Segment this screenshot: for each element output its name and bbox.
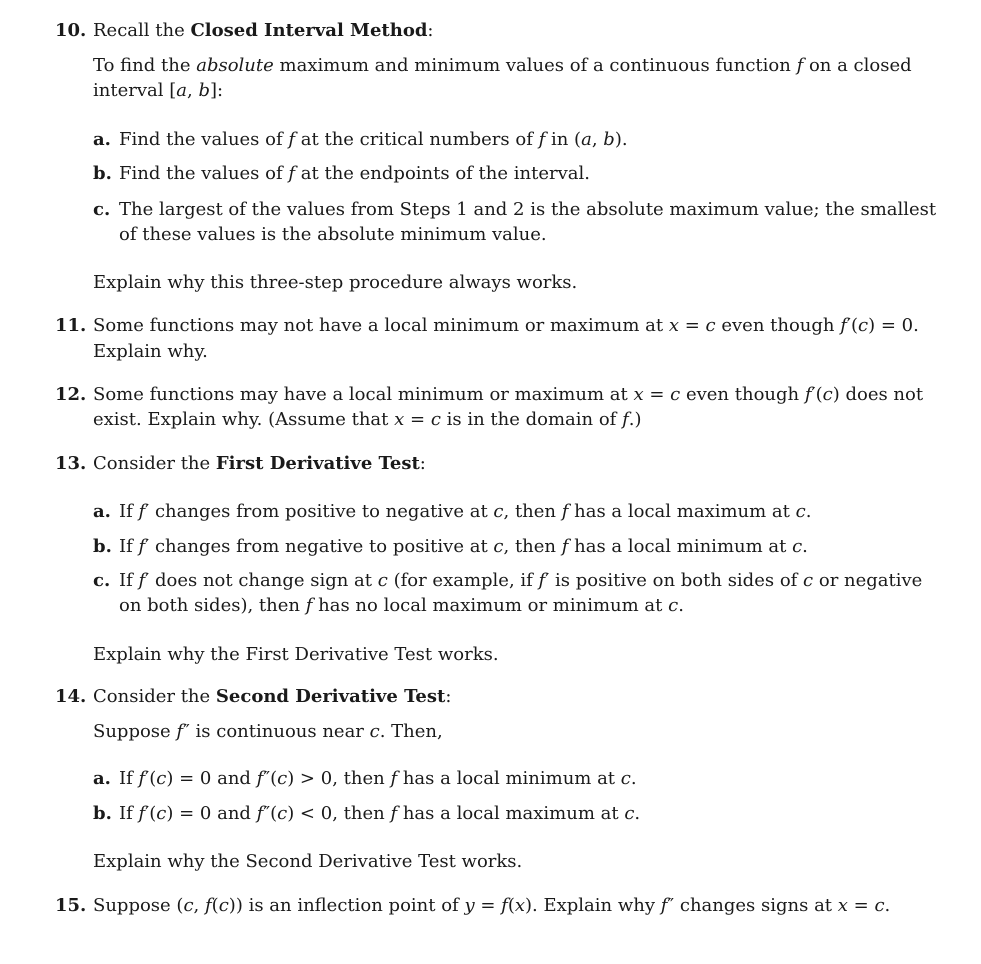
problem-12-line-2 xyxy=(93,408,642,432)
problem-13-step-c-text-line-2 xyxy=(119,594,684,618)
math-symbol: c xyxy=(620,768,631,789)
problem-10-step-c-label: c. xyxy=(93,199,111,220)
text-run: ( xyxy=(211,895,219,916)
math-symbol: y xyxy=(464,895,475,916)
problem-10-step-a-label: a. xyxy=(93,129,111,150)
text-run: Suppose ( xyxy=(93,895,184,916)
math-symbol: x xyxy=(633,384,644,405)
math-symbol: f xyxy=(538,129,546,150)
math-symbol: f xyxy=(390,803,398,824)
text-run: ′( xyxy=(846,315,859,336)
text-run: = xyxy=(847,895,875,916)
text-run: ″( xyxy=(263,803,278,824)
text-run: ′ changes from positive to negative at xyxy=(145,501,494,522)
text-run: . xyxy=(634,803,641,824)
text-run: .) xyxy=(628,409,642,430)
text-run: . xyxy=(678,595,684,616)
text-run: = xyxy=(404,409,431,430)
text-run: Some functions may not have a local minimum or maximum at xyxy=(93,315,669,336)
text-run: is in the domain of xyxy=(440,409,623,430)
text-run: Explain why. xyxy=(93,341,208,362)
text-run: exist. Explain why. (Assume that xyxy=(93,409,395,430)
problem-13-step-a-text xyxy=(119,500,811,524)
math-symbol: f xyxy=(288,129,296,150)
text-run: has a local minimum at xyxy=(397,768,621,789)
text-run: ]: xyxy=(209,80,224,101)
problem-10-step-b-label: b. xyxy=(93,163,112,184)
math-symbol: c xyxy=(792,536,803,557)
math-symbol: f xyxy=(804,384,812,405)
problem-11-line-2 xyxy=(93,340,208,364)
text-run: even though xyxy=(715,315,841,336)
text-run: has a local minimum at xyxy=(568,536,793,557)
text-run: . xyxy=(805,501,812,522)
problem-13-number: 13. xyxy=(55,453,87,474)
math-symbol: x xyxy=(668,315,679,336)
problem-13-closing: Explain why the First Derivative Test works. xyxy=(93,644,499,665)
text-run: ) = 0. xyxy=(868,315,919,336)
math-symbol: f xyxy=(288,163,296,184)
problem-10-heading xyxy=(93,19,434,43)
text-run: ) = 0 and xyxy=(166,768,257,789)
problem-13-step-c-label: c. xyxy=(93,570,111,591)
problem-13-step-b-label: b. xyxy=(93,536,112,557)
problem-13-bold-term: First Derivative Test xyxy=(215,453,420,474)
math-symbol: f xyxy=(501,895,508,916)
problem-10-tail: : xyxy=(427,20,434,41)
problem-10-intro-line-2 xyxy=(93,79,223,103)
problem-14-step-a-text xyxy=(119,767,637,791)
math-symbol: c xyxy=(277,803,288,824)
math-symbol: f xyxy=(660,895,668,916)
math-symbol: c xyxy=(493,536,504,557)
math-symbol: c xyxy=(668,595,679,616)
math-symbol: c xyxy=(156,768,167,789)
text-run: Suppose xyxy=(93,721,177,742)
problem-14-closing: Explain why the Second Derivative Test works. xyxy=(93,851,523,872)
text-run: = xyxy=(679,315,706,336)
text-run: To find the xyxy=(93,55,197,76)
problem-13-heading xyxy=(93,452,426,476)
problem-14-tail: : xyxy=(445,686,452,707)
math-symbol: c xyxy=(183,895,194,916)
problem-10-lead: Recall the xyxy=(93,20,191,41)
problem-14-intro xyxy=(93,720,443,744)
text-run: ′ does not change sign at xyxy=(145,570,378,591)
math-symbol: a xyxy=(176,80,187,101)
math-symbol: x xyxy=(514,895,526,916)
text-run: Find the values of xyxy=(119,129,289,150)
problem-13-tail: : xyxy=(419,453,426,474)
text-run: ) = 0 and xyxy=(166,803,257,824)
math-symbol: c xyxy=(493,501,504,522)
math-symbol: f xyxy=(561,536,569,557)
text-run: = xyxy=(643,384,671,405)
text-run: ). Explain why xyxy=(525,895,661,916)
text-run: on a closed xyxy=(803,55,912,76)
text-run: If xyxy=(119,768,139,789)
problem-10-intro-line-1 xyxy=(93,54,912,78)
text-run: interval [ xyxy=(93,80,177,101)
text-run: = xyxy=(474,895,502,916)
math-symbol: a xyxy=(581,129,592,150)
math-symbol: x xyxy=(394,409,405,430)
problem-10-step-c-text-line-1 xyxy=(119,198,936,222)
problem-14-bold-term: Second Derivative Test xyxy=(215,686,446,707)
math-symbol: f xyxy=(205,895,212,916)
text-run: on both sides), then xyxy=(119,595,306,616)
math-symbol: f xyxy=(138,803,146,824)
math-symbol: b xyxy=(198,80,210,101)
math-symbol: f xyxy=(390,768,398,789)
text-run: . xyxy=(884,895,891,916)
problem-13-step-b-text xyxy=(119,535,808,559)
text-run: ″( xyxy=(263,768,278,789)
problem-12-line-1 xyxy=(93,383,923,407)
math-symbol: c xyxy=(822,384,833,405)
math-symbol: c xyxy=(277,768,288,789)
math-symbol: f xyxy=(840,315,847,336)
problem-15-line-1 xyxy=(93,894,890,918)
text-run: even though xyxy=(680,384,805,405)
math-symbol: c xyxy=(858,315,869,336)
text-run: )) is an inflection point of xyxy=(228,895,465,916)
text-run: has a local maximum at xyxy=(397,803,625,824)
problem-13-step-c-text-line-1 xyxy=(119,569,922,593)
text-run: Find the values of xyxy=(119,163,289,184)
problem-15-number: 15. xyxy=(55,895,87,916)
text-run: ′( xyxy=(145,768,157,789)
math-symbol: c xyxy=(156,803,167,824)
text-run: . xyxy=(802,536,808,557)
text-run: at the critical numbers of xyxy=(295,129,539,150)
problem-14-number: 14. xyxy=(55,686,87,707)
math-symbol: c xyxy=(795,501,806,522)
text-run: , xyxy=(591,129,604,150)
text-run: ′( xyxy=(145,803,157,824)
text-run: . xyxy=(630,768,637,789)
text-run: Some functions may have a local minimum or maximum at xyxy=(93,384,634,405)
math-symbol: f xyxy=(138,501,146,522)
problem-10-closing: Explain why this three-step procedure always works. xyxy=(93,272,578,293)
problem-13-lead: Consider the xyxy=(93,453,216,474)
text-run: If xyxy=(119,536,139,557)
text-run: at the endpoints of the interval. xyxy=(295,163,590,184)
text-run: ″ changes signs at xyxy=(667,895,838,916)
problem-10-bold-term: Closed Interval Method xyxy=(190,20,428,41)
problem-10-step-c-text-line-2 xyxy=(119,223,547,247)
text-run: ( xyxy=(507,895,515,916)
math-symbol: c xyxy=(430,409,441,430)
text-run: in ( xyxy=(545,129,582,150)
text-run: ) < 0, then xyxy=(287,803,391,824)
text-run: , xyxy=(186,80,199,101)
math-symbol: x xyxy=(837,895,848,916)
math-symbol: c xyxy=(218,895,229,916)
problem-14-lead: Consider the xyxy=(93,686,216,707)
problem-10-number: 10. xyxy=(55,20,87,41)
math-symbol: f xyxy=(176,721,184,742)
text-run: has a local maximum at xyxy=(568,501,796,522)
math-symbol: f xyxy=(561,501,569,522)
problem-14-step-a-label: a. xyxy=(93,768,111,789)
math-symbol: c xyxy=(369,721,380,742)
text-run: ). xyxy=(614,129,628,150)
math-symbol: c xyxy=(377,570,388,591)
problem-10-step-b-text xyxy=(119,162,590,186)
problem-12-number: 12. xyxy=(55,384,87,405)
text-run: , then xyxy=(503,536,562,557)
text-run: , then xyxy=(503,501,562,522)
problem-14-heading xyxy=(93,685,451,709)
problem-14-step-b-label: b. xyxy=(93,803,112,824)
math-symbol: f xyxy=(138,536,146,557)
text-run: If xyxy=(119,501,139,522)
math-symbol: f xyxy=(138,570,146,591)
problem-11-number: 11. xyxy=(55,315,87,336)
math-symbol: c xyxy=(705,315,716,336)
text-run: of these values is the absolute minimum value. xyxy=(119,224,547,245)
text-run: or negative xyxy=(813,570,923,591)
math-symbol: f xyxy=(138,768,146,789)
text-run: maximum and minimum values of a continuous function xyxy=(273,55,797,76)
math-symbol: f xyxy=(622,409,629,430)
problem-11-line-1 xyxy=(93,314,919,338)
text-run: If xyxy=(119,570,139,591)
math-symbol: f xyxy=(796,55,804,76)
math-symbol: f xyxy=(305,595,313,616)
text-run: has no local maximum or minimum at xyxy=(312,595,669,616)
text-run: . Then, xyxy=(379,721,443,742)
math-symbol: f xyxy=(256,803,264,824)
text-run: The largest of the values from Steps 1 and 2 is the absolute maximum value; the smallest xyxy=(119,199,937,220)
text-run: ) > 0, then xyxy=(287,768,391,789)
math-symbol: c xyxy=(803,570,814,591)
text-run: ′( xyxy=(811,384,823,405)
text-run: ′ changes from negative to positive at xyxy=(145,536,494,557)
problem-10-step-a-text xyxy=(119,128,628,152)
problem-14-step-b-text xyxy=(119,802,640,826)
text-run: If xyxy=(119,803,139,824)
problem-13-step-a-label: a. xyxy=(93,501,111,522)
math-symbol: absolute xyxy=(196,55,274,76)
math-symbol: c xyxy=(874,895,885,916)
math-symbol: c xyxy=(670,384,681,405)
text-run: ′ is positive on both sides of xyxy=(545,570,804,591)
text-run: (for example, if xyxy=(387,570,539,591)
math-symbol: c xyxy=(624,803,635,824)
text-run: , xyxy=(193,895,205,916)
math-symbol: f xyxy=(538,570,546,591)
math-symbol: f xyxy=(256,768,264,789)
math-symbol: b xyxy=(603,129,615,150)
text-run: ) does not xyxy=(832,384,924,405)
text-run: ″ is continuous near xyxy=(183,721,370,742)
